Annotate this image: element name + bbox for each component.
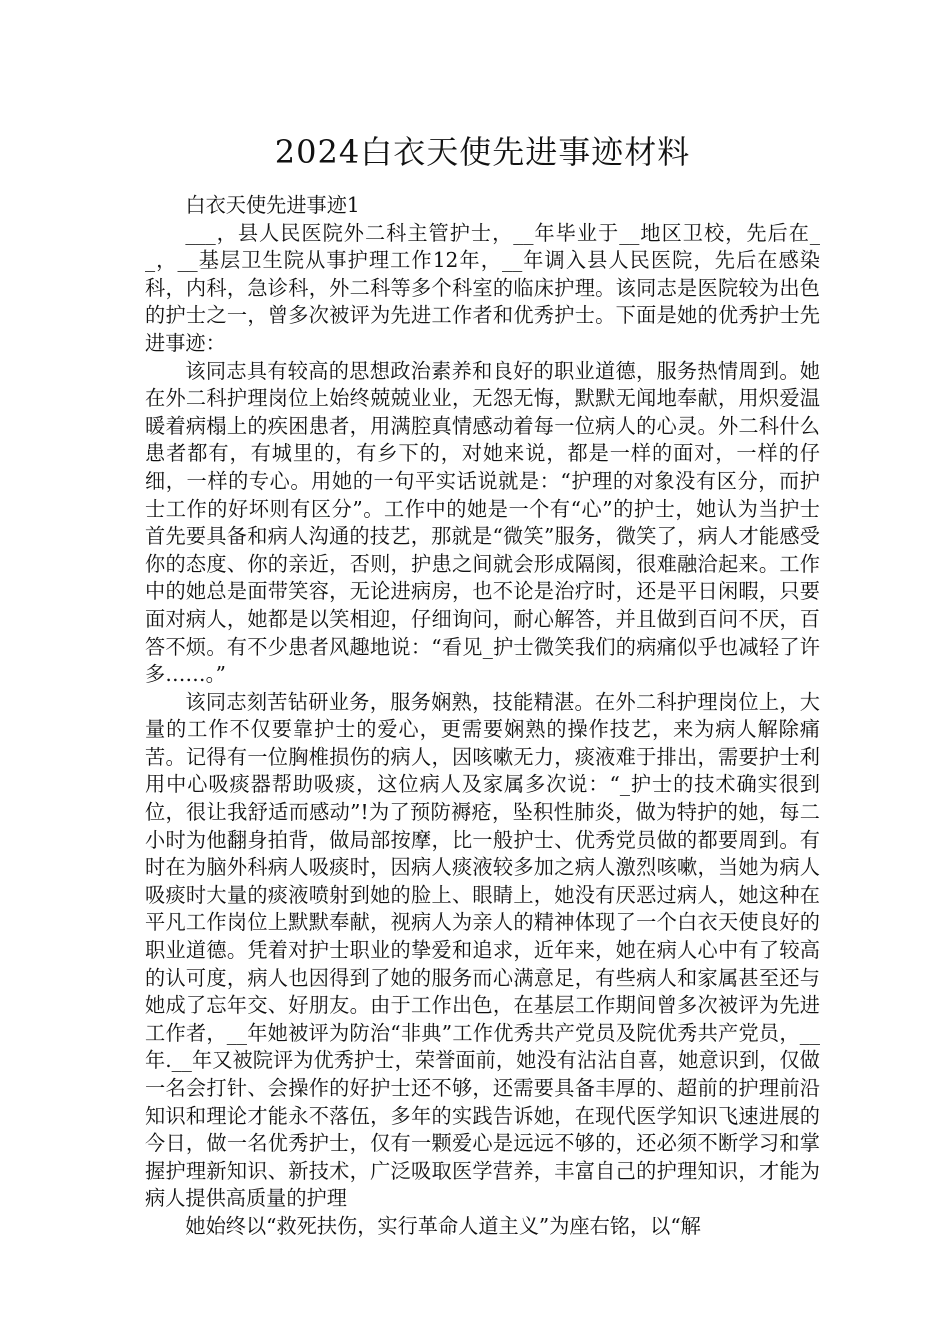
document-title: 2024白衣天使先进事迹材料: [274, 133, 691, 171]
paragraph-ethics: 该同志具有较高的思想政治素养和良好的职业道德，服务热情周到。她在外二科护理岗位上始终兢兢业业，无怨无悔，默默无闻地奉献，用炽爱温暖着病榻上的疾困患者，用满腔真情感动着每一位病人的心灵。外二科什么患者都有，有城里的，有乡下的，对她来说，都是一样的面对，一样的仔细，一样的专心。用她的一句平实话说就是：“护理的对象没有区分，而护士工作的好坏则有区分”。工作中的她是一个有“心”的护士，她认为当护士首先要具备和病人沟通的技艺，那就是“微笑”服务，微笑了，病人才能感受你的态度、你的亲近，否则，护患之间就会形成隔阂，很难融洽起来。工作中的她总是面带笑容，无论进病房，也不论是治疗时，还是平日闲暇，只要面对病人，她都是以笑相迎，仔细询问，耐心解答，并且做到百问不厌，百答不烦。有不少患者风趣地说：“看见_护士微笑我们的病痛似乎也减轻了许多……。”: [145, 358, 820, 687]
paragraph-intro: ___，县人民医院外二科主管护士，__年毕业于__地区卫校，先后在__，__基层卫生院从事护理工作12年，__年调入县人民医院，先后在感染科，内科，急诊科，外二科等多个科室的临床护理。该同志是医院较为出色的护士之一，曾多次被评为先进工作者和优秀护士。下面是她的优秀护士先进事迹：: [145, 220, 820, 355]
paragraph-skills: 该同志刻苦钻研业务，服务娴熟，技能精湛。在外二科护理岗位上，大量的工作不仅要靠护士的爱心，更需要娴熟的操作技艺，来为病人解除痛苦。记得有一位胸椎损伤的病人，因咳嗽无力，痰液难于排出，需要护士利用中心吸痰器帮助吸痰，这位病人及家属多次说：“_护士的技术确实很到位，很让我舒适而感动”!为了预防褥疮，坠积性肺炎，做为特护的她，每二小时为他翻身拍背，做局部按摩，比一般护士、优秀党员做的都要周到。有时在为脑外科病人吸痰时，因病人痰液较多加之病人激烈咳嗽，当她为病人吸痰时大量的痰液喷射到她的脸上、眼睛上，她没有厌恶过病人，她这种在平凡工作岗位上默默奉献，视病人为亲人的精神体现了一个白衣天使良好的职业道德。凭着对护士职业的挚爱和追求，近年来，她在病人心中有了较高的认可度，病人也因得到了她的服务而心满意足，有些病人和家属甚至还与她成了忘年交、好朋友。由于工作出色，在基层工作期间曾多次被评为先进工作者，__年她被评为防治“非典”工作优秀共产党员及院优秀共产党员，__年.__年又被院评为优秀护士，荣誉面前，她没有沾沾自喜，她意识到，仅做一名会打针、会操作的好护士还不够，还需要具备丰厚的、超前的护理前沿知识和理论才能永不落伍，多年的实践告诉她，在现代医学知识飞速进展的今日，做一名优秀护士，仅有一颗爱心是远远不够的，还必须不断学习和掌握护理新知识、新技术，广泛吸取医学营养，丰富自己的护理知识，才能为病人提供高质量的护理: [145, 689, 820, 1211]
section-heading: 白衣天使先进事迹1: [185, 193, 360, 217]
document-page: [145, 130, 820, 1241]
paragraph-motto: 她始终以“救死扶伤，实行革命人道主义”为座右铭，以“解: [185, 1213, 701, 1238]
